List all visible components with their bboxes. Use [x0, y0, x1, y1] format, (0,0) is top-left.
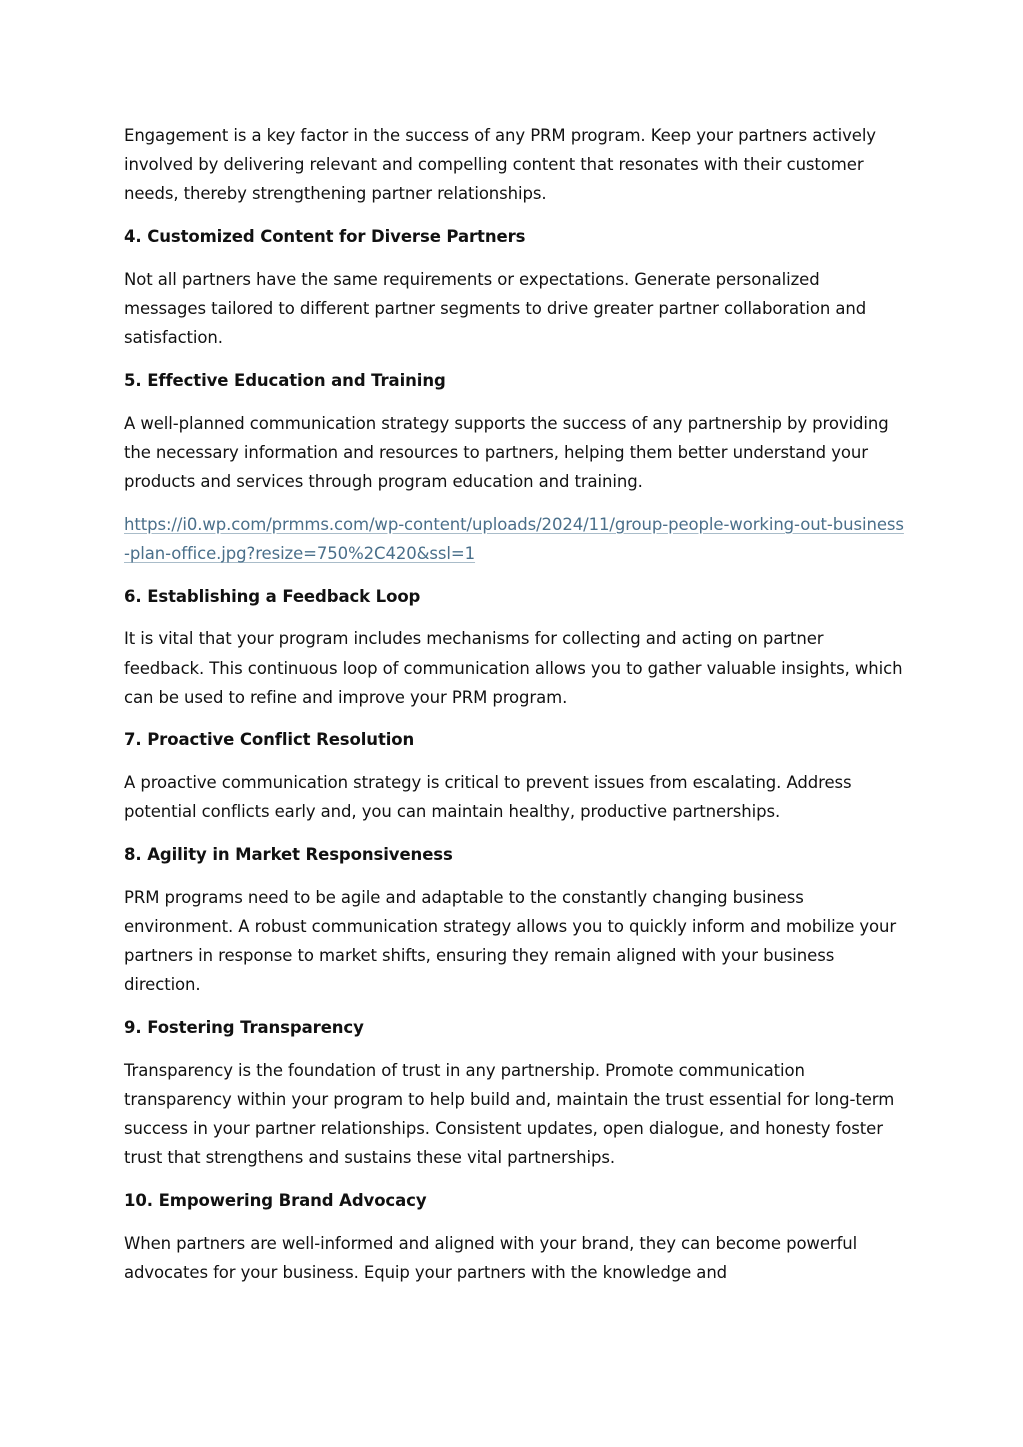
heading-education-training: 5. Effective Education and Training [124, 370, 446, 390]
heading-conflict-resolution: 7. Proactive Conflict Resolution [124, 730, 415, 750]
paragraph-customized-content: Not all partners have the same requirements or expectations. Generate personalized messages tailored to different partner segments to drive greater partner collaboration and satisfaction. [124, 269, 867, 348]
paragraph-feedback-loop: It is vital that your program includes mechanisms for collecting and acting on partner feedback. This continuous loop of communication allows you to gather valuable insights, which can be used to refine and improve your PRM program. [124, 629, 903, 707]
document-page [124, 121, 904, 1301]
heading-market-responsiveness: 8. Agility in Market Responsiveness [124, 845, 453, 865]
paragraph-conflict-resolution: A proactive communication strategy is critical to prevent issues from escalating. Address potential conflicts early and, you can maintain healthy, productive partnerships. [124, 773, 852, 822]
heading-customized-content: 4. Customized Content for Diverse Partners [124, 227, 526, 247]
paragraph-education-training: A well-planned communication strategy supports the success of any partnership by providing the necessary information and resources to partners, helping them better understand your products and services through program education and training. [124, 413, 889, 492]
paragraph-market-responsiveness: PRM programs need to be agile and adaptable to the constantly changing business environment. A robust communication strategy allows you to quickly inform and mobilize your partners in response to market shifts, ensuring they remain aligned with your business direction. [124, 887, 897, 995]
image-url-link[interactable]: https://i0.wp.com/prmms.com/wp-content/uploads/2024/11/group-people-working-out-business-plan-office.jpg?resize=750%2C420&ssl=1 [124, 514, 904, 563]
paragraph-brand-advocacy: When partners are well-informed and aligned with your brand, they can become powerful advocates for your business. Equip your partners with the knowledge and [124, 1233, 858, 1282]
heading-brand-advocacy: 10. Empowering Brand Advocacy [124, 1191, 427, 1211]
paragraph-engagement: Engagement is a key factor in the success of any PRM program. Keep your partners actively involved by delivering relevant and compelling content that resonates with their customer needs, thereby strengthening partner relationships. [124, 126, 876, 204]
heading-feedback-loop: 6. Establishing a Feedback Loop [124, 586, 421, 606]
heading-transparency: 9. Fostering Transparency [124, 1018, 364, 1038]
paragraph-transparency: Transparency is the foundation of trust in any partnership. Promote communication transparency within your program to help build and, maintain the trust essential for long-term success in your partner relationships. Consistent updates, open dialogue, and honesty foster trust that strengthens and sustains these vital partnerships. [124, 1060, 895, 1168]
